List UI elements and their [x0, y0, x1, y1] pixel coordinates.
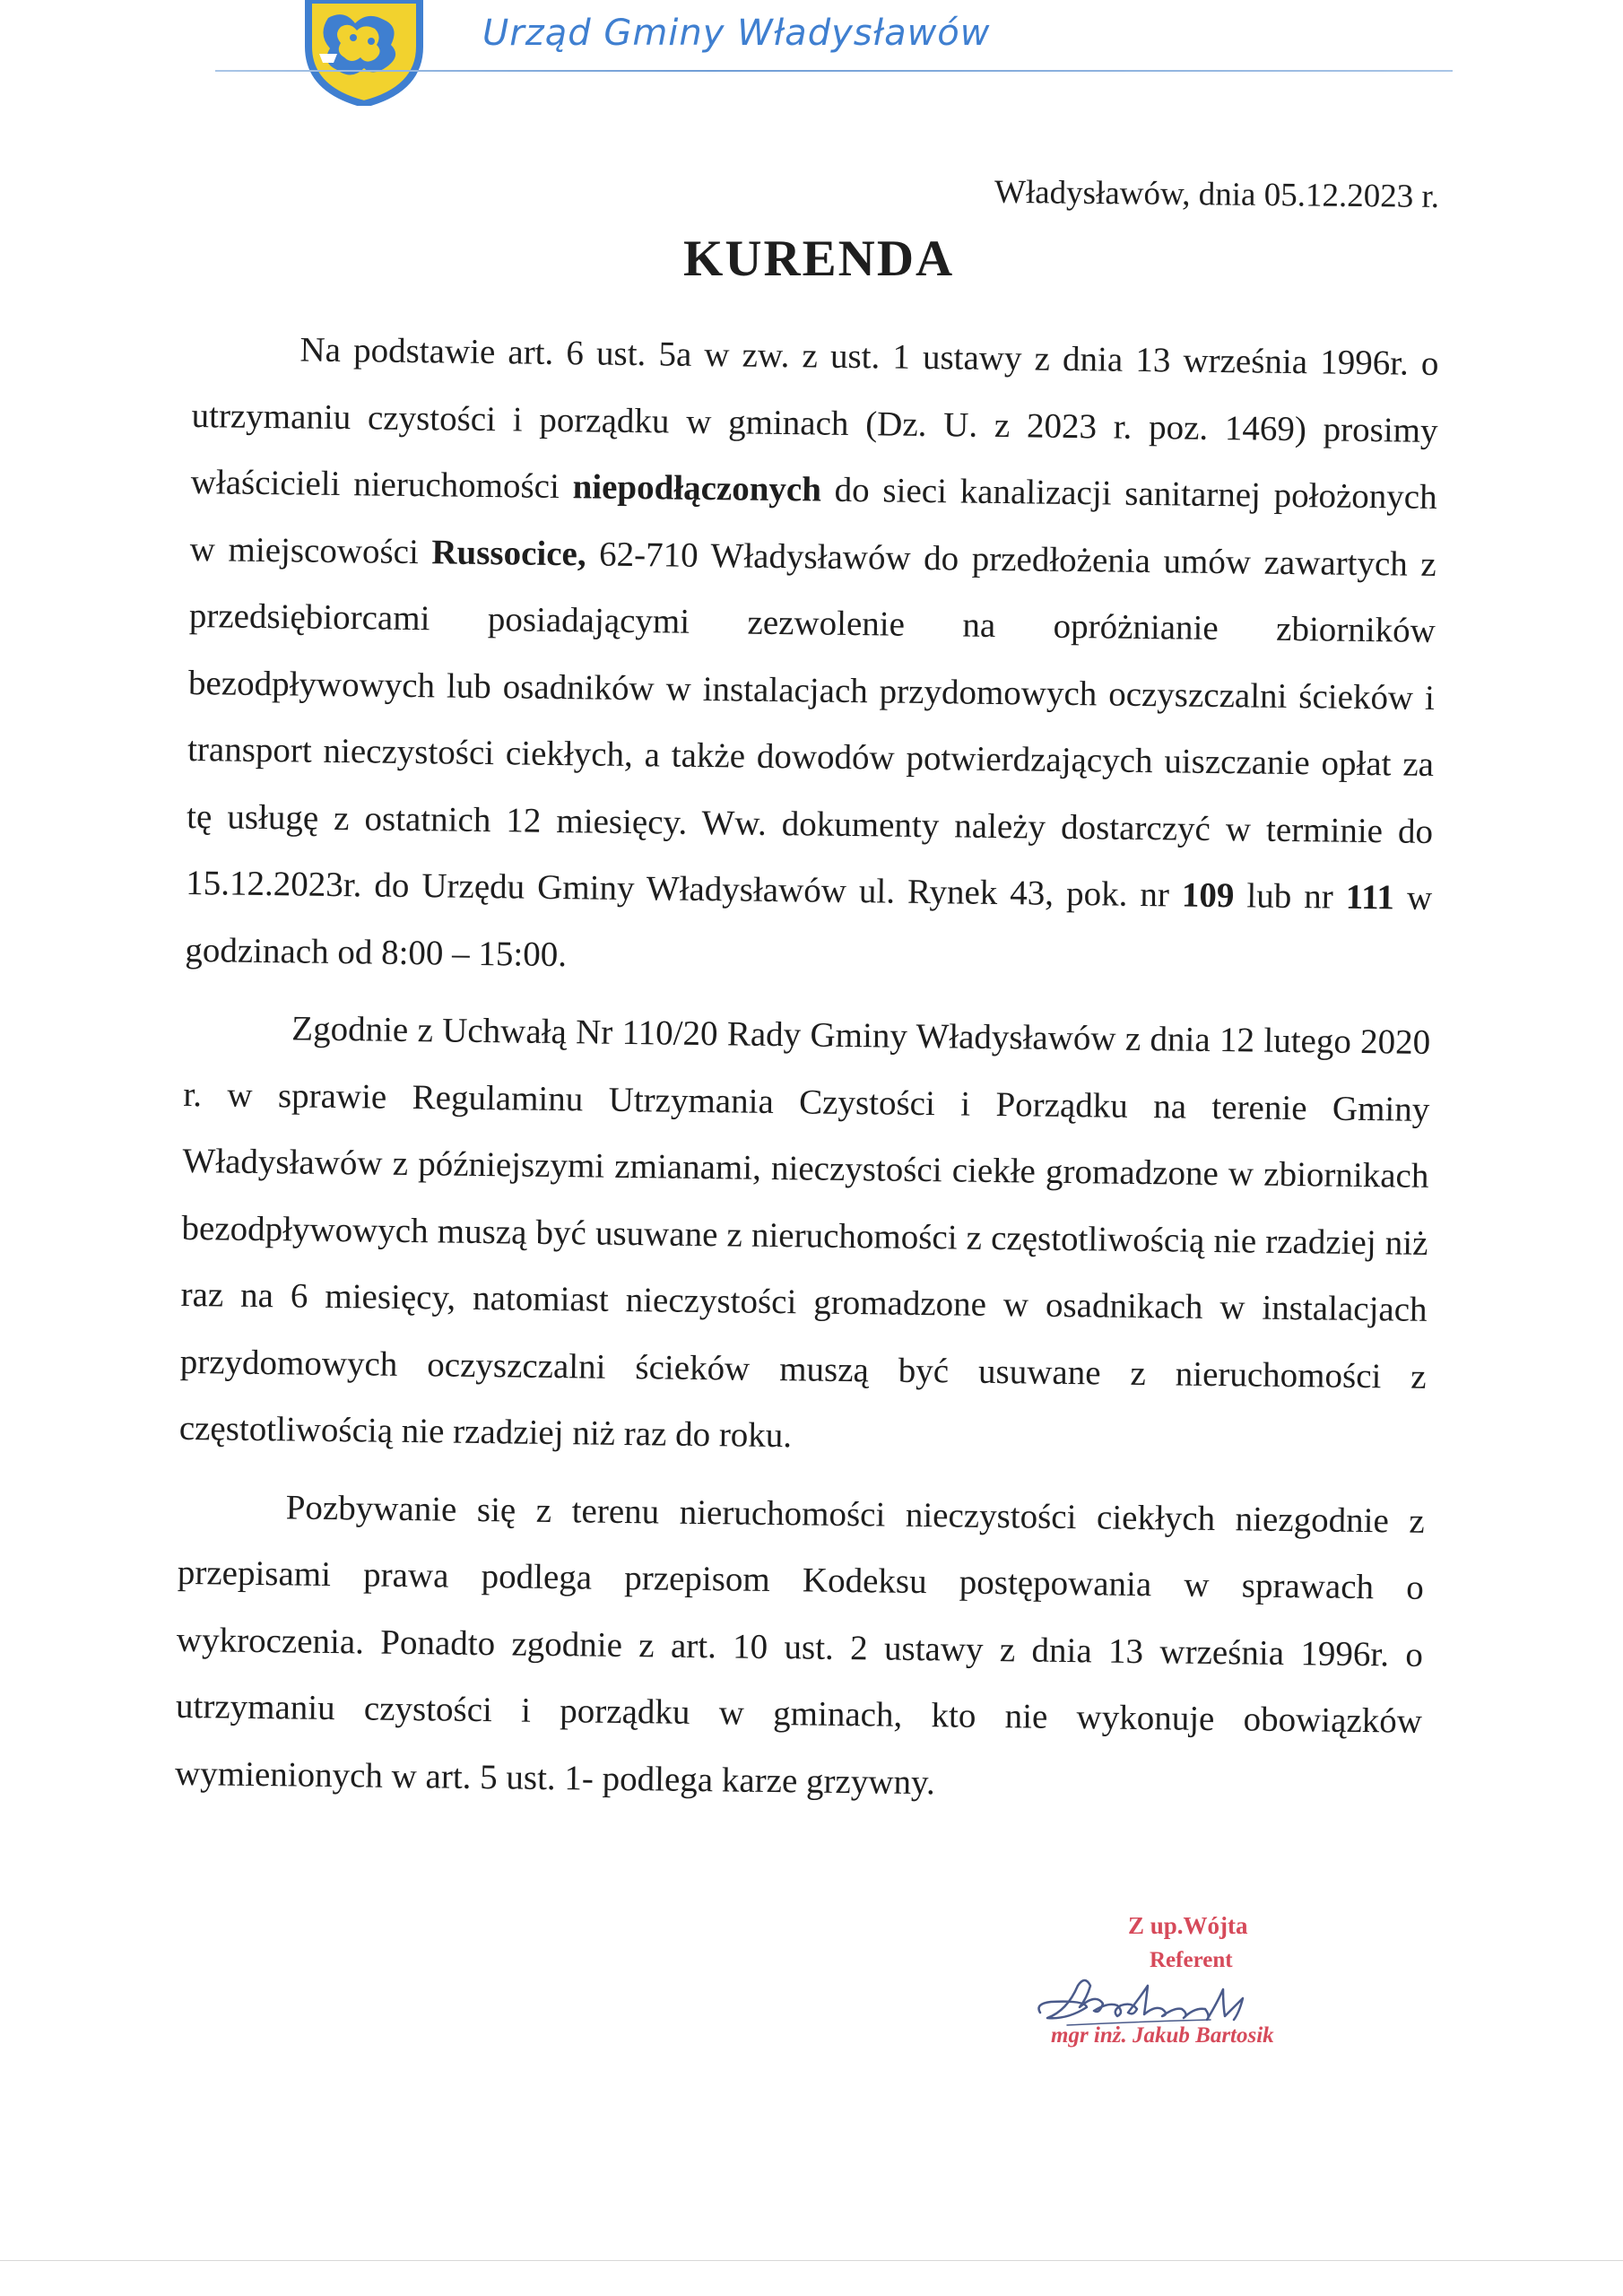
- paragraph-1-text-5: w godzinach od 8:00 – 15:00.: [185, 878, 1433, 974]
- stamp-role: Referent: [1150, 1948, 1233, 1972]
- paragraph-2: Zgodnie z Uchwałą Nr 110/20 Rady Gminy Władysławów z dnia 12 lutego 2020 r. w sprawie Regulaminu Utrzymania Czystości i Porządku na terenie Gminy Władysławów z późniejszymi zmianami, nieczystości ciekłe gromadzone w zbiornikach bezodpływowych muszą być usuwane z nieruchomości z częstotliwością nie rzadziej niż raz na 6 miesięcy, natomiast nieczystości gromadzone w osadnikach w instalacjach przydomowych oczyszczalni ścieków muszą być usuwane z nieruchomości z częstotliwością nie rzadziej niż raz do roku.: [178, 1009, 1431, 1456]
- paragraph-1-bold-2: Russocice,: [431, 532, 586, 573]
- header-divider: [215, 70, 1453, 72]
- document-date: Władysławów, dnia 05.12.2023 r.: [994, 173, 1440, 215]
- paragraph-1-bold-1: niepodłączonych: [572, 467, 822, 509]
- document-title: KURENDA: [683, 230, 955, 287]
- stamp-title: Z up.Wójta: [1128, 1912, 1248, 1939]
- document-body: [175, 316, 1439, 1822]
- paragraph-1-text-3: 62-710 Władysławów do przedłożenia umów zawartych z przedsiębiorcami posiadającymi zezwolenie na opróżnianie zbiorników bezodpływowych lub osadników w instalacjach przydomowych oczyszczalni ścieków i transport nieczystości ciekłych, a także dowodów potwierdzających uiszczanie opłat za tę usługę z ostatnich 12 miesięcy. Ww. dokumenty należy dostarczyć w terminie do 15.12.2023r. do Urzędu Gminy Władysławów ul. Rynek 43, pok. nr: [186, 534, 1436, 915]
- coat-of-arms-logo: [301, 0, 427, 106]
- paragraph-1-text-2: do sieci kanalizacji sanitarnej położonych w miejscowości: [189, 470, 1437, 571]
- stamp-name: mgr inż. Jakub Bartosik: [1051, 2023, 1274, 2048]
- paragraph-1: [185, 316, 1439, 999]
- letterhead: [0, 0, 1623, 117]
- page-bottom-rule: [0, 2260, 1623, 2261]
- paragraph-1-bold-4: 111: [1345, 877, 1395, 918]
- paragraph-3: Pozbywanie się z terenu nieruchomości nieczystości ciekłych niezgodnie z przepisami prawa podlega przepisom Kodeksu postępowania w sprawach o wykroczenia. Ponadto zgodnie z art. 10 ust. 2 ustawy z dnia 13 września 1996r. o utrzymaniu czystości i porządku w gminach, kto nie wykonuje obowiązków wymienionych w art. 5 ust. 1- podlega karze grzywny.: [174, 1487, 1425, 1802]
- office-name: Urząd Gminy Władysławów: [482, 13, 991, 54]
- paragraph-1-text-1: Na podstawie art. 6 ust. 5a w zw. z ust. 1 ustawy z dnia 13 września 1996r. o utrzymaniu czystości i porządku w gminach (Dz. U. z 2023 r. poz. 1469) prosimy właścicieli nieruchomości: [190, 330, 1439, 507]
- handwritten-signature: [1031, 1966, 1264, 2038]
- paragraph-1-bold-3: 109: [1181, 875, 1235, 916]
- paragraph-1-text-4: lub nr: [1234, 876, 1347, 917]
